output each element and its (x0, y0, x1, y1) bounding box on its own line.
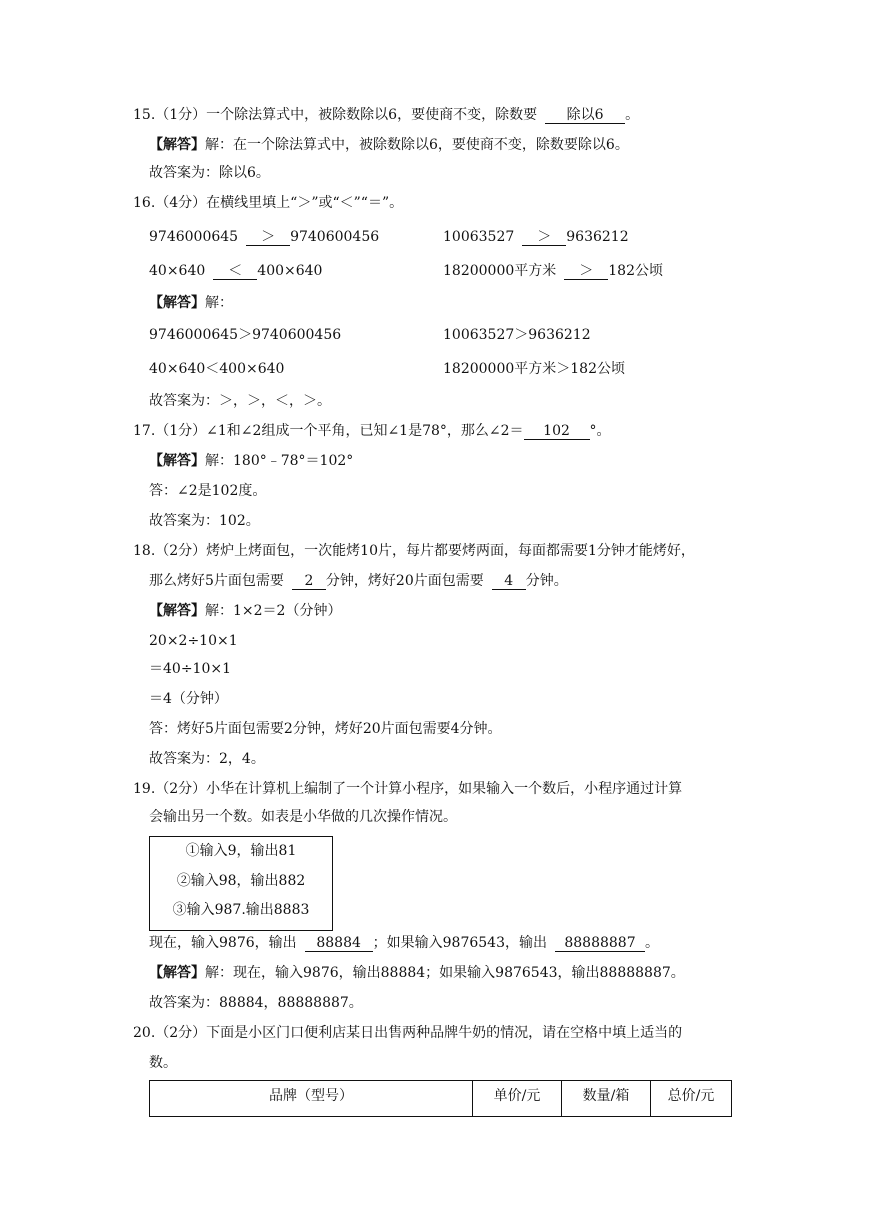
q18-solution: 【解答】解：1×2＝2（分钟） (149, 603, 342, 619)
q16-pair-3-blank: ＜ (213, 263, 257, 280)
q19-solution: 【解答】解：现在，输入9876，输出88884；如果输入9876543，输出88888887。 (149, 965, 685, 981)
q17-answer-blank: 102 (524, 423, 590, 440)
q18-final-answer: 故答案为：2，4。 (149, 751, 265, 767)
q19-operation-3: ③输入987.输出8883 (172, 902, 310, 918)
q16-stem: 16.（4分）在横线里填上“＞”或“＜”“＝”。 (133, 195, 404, 211)
q19-stem-1: 19.（2分）小华在计算机上编制了一个计算小程序，如果输入一个数后，小程序通过计算 (133, 781, 683, 797)
q18-calc-1: 20×2÷10×1 (149, 633, 238, 649)
q19-final-answer: 故答案为：88884，88888887。 (149, 995, 363, 1011)
col-total-price: 总价/元 (651, 1081, 732, 1117)
q20-milk-table (149, 1080, 732, 1117)
q16-solution-4: 18200000平方米＞182公顷 (443, 361, 625, 377)
q17-stem: 17.（1分）∠1和∠2组成一个平角，已知∠1是78°，那么∠2＝ 102 °。 (133, 423, 611, 439)
q16-pair-1: 9746000645 ＞ 9740600456 (149, 229, 380, 245)
q19-stem-2: 会输出另一个数。如表是小华做的几次操作情况。 (149, 809, 457, 825)
q16-solution-2: 10063527＞9636212 (443, 327, 591, 343)
q18-stem-2: 那么烤好5片面包需要 2 分钟，烤好20片面包需要 4 分钟。 (149, 573, 568, 589)
q16-pair-3: 40×640 ＜ 400×640 (149, 263, 323, 279)
q16-pair-1-blank: ＞ (246, 229, 290, 246)
q16-solution: 【解答】解： (149, 295, 233, 311)
q19-answer-1-blank: 88884 (305, 935, 373, 952)
table-header-row (150, 1081, 732, 1117)
q20-stem-1: 20.（2分）下面是小区门口便利店某日出售两种品牌牛奶的情况，请在空格中填上适当的 (133, 1025, 683, 1041)
q17-final-answer: 故答案为：102。 (149, 513, 260, 529)
q15-answer-blank: 除以6 (545, 107, 625, 124)
q16-pair-2-blank: ＞ (522, 229, 566, 246)
q19-operation-box (149, 836, 333, 931)
q18-answer-2-blank: 4 (492, 573, 526, 590)
q18-stem-1: 18.（2分）烤炉上烤面包，一次能烤10片，每片都要烤两面，每面都需要1分钟才能烤好， (133, 543, 695, 559)
q16-pair-2: 10063527 ＞ 9636212 (443, 229, 629, 245)
q15-solution: 【解答】解：在一个除法算式中，被除数除以6，要使商不变，除数要除以6。 (149, 137, 629, 153)
col-brand: 品牌（型号） (150, 1081, 473, 1117)
q17-answer-line: 答：∠2是102度。 (149, 483, 267, 499)
q15-stem: 15.（1分）一个除法算式中，被除数除以6，要使商不变，除数要 除以6 。 (133, 107, 640, 123)
q16-solution-3: 40×640＜400×640 (149, 361, 285, 377)
q18-answer-1-blank: 2 (292, 573, 326, 590)
q18-calc-3: ＝4（分钟） (149, 691, 228, 707)
q16-solution-1: 9746000645＞9740600456 (149, 327, 342, 343)
col-quantity: 数量/箱 (562, 1081, 651, 1117)
q19-answer-2-blank: 88888887 (555, 935, 645, 952)
q19-operation-1: ①输入9，输出81 (185, 843, 297, 859)
q19-question: 现在，输入9876，输出 88884 ；如果输入9876543，输出 88888887 。 (149, 935, 659, 951)
q16-final-answer: 故答案为：＞，＞，＜，＞。 (149, 393, 331, 409)
q16-pair-4-blank: ＞ (564, 263, 608, 280)
q18-answer-line: 答：烤好5片面包需要2分钟，烤好20片面包需要4分钟。 (149, 721, 502, 737)
col-unit-price: 单价/元 (473, 1081, 562, 1117)
q17-solution: 【解答】解：180°﹣78°＝102° (149, 453, 354, 469)
q19-operation-2: ②输入98，输出882 (176, 873, 306, 889)
q16-pair-4: 18200000平方米 ＞ 182公顷 (443, 263, 663, 279)
q18-calc-2: ＝40÷10×1 (149, 661, 231, 677)
q20-stem-2: 数。 (149, 1055, 177, 1071)
q15-final-answer: 故答案为：除以6。 (149, 165, 270, 181)
